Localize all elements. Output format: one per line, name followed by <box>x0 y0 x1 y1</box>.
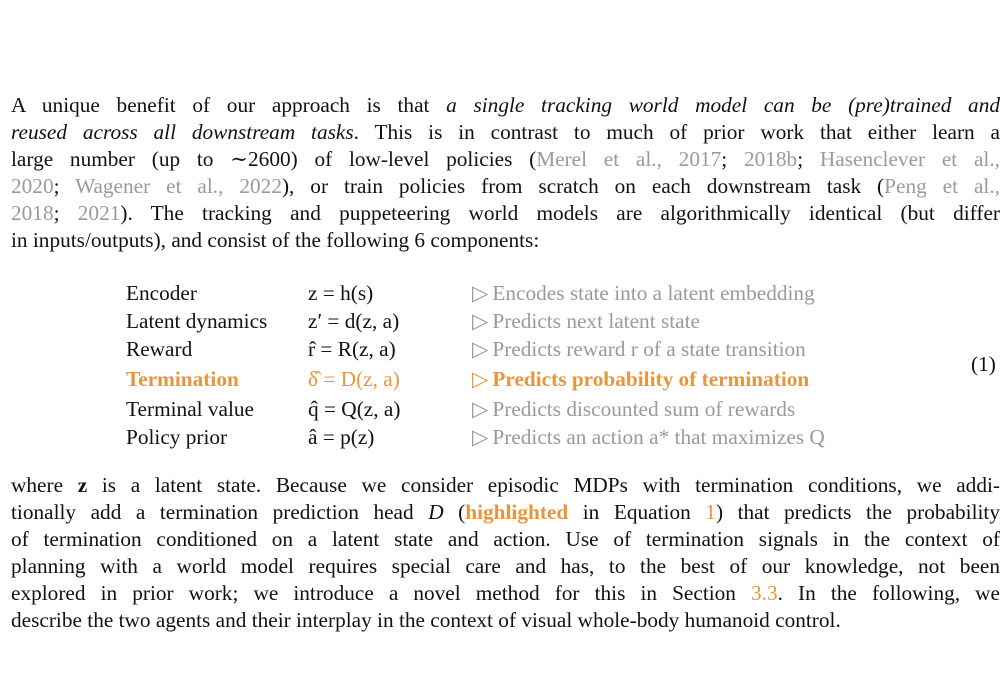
component-description <box>466 279 831 307</box>
text-line <box>11 173 1000 200</box>
text-run: ), or train policies from scratch on each downstream task ( <box>281 174 885 198</box>
paragraph-termination-explanation <box>11 472 1000 634</box>
component-description <box>466 363 831 395</box>
equation-row <box>121 423 831 451</box>
text-run: . This is in contrast to much of prior work that either learn a <box>353 120 1000 144</box>
text-line <box>11 580 1000 607</box>
text-run: ; <box>721 147 744 171</box>
emphasis-text: reused across all downstream tasks <box>11 120 354 144</box>
text-line <box>11 227 1000 254</box>
text-run: planning with a world model requires special care and has, to the best of our knowledge, not been <box>11 554 1000 578</box>
paragraph-components-intro <box>11 92 1000 254</box>
component-formula: r̂ = R(z, a) <box>308 337 396 361</box>
text-run: large number (up to ∼2600) of low-level policies ( <box>11 147 537 171</box>
cross-reference-link[interactable]: 3.3 <box>751 581 778 605</box>
text-run: where <box>11 473 78 497</box>
description-text: Predicts probability of termination <box>492 367 810 391</box>
text-line <box>11 146 1000 173</box>
math-symbol: D <box>428 500 444 524</box>
description-text: Predicts discounted sum of rewards <box>492 397 796 421</box>
text-run: . In the following, we <box>777 581 1000 605</box>
text-run: explored in prior work; we introduce a novel method for this in Section <box>11 581 752 605</box>
component-formula: q̂ = Q(z, a) <box>308 397 401 421</box>
text-run: ). The tracking and puppeteering world models are algorithmically identical (but differ <box>120 201 1000 225</box>
text-line <box>11 200 1000 227</box>
component-name: Policy prior <box>126 425 228 449</box>
component-name: Terminal value <box>126 397 255 421</box>
text-run: is a latent state. Because we consider episodic MDPs with termination conditions, we addi- <box>87 473 1000 497</box>
component-formula: z′ = d(z, a) <box>308 309 400 333</box>
text-run: A unique benefit of our approach is that <box>11 93 447 117</box>
component-formula: δ̂ = D(z, a) <box>308 367 400 391</box>
text-run: of termination conditioned on a latent state and action. Use of termination signals in the context of <box>11 527 1000 551</box>
cross-reference-link[interactable]: 1 <box>705 500 716 524</box>
text-run: ; <box>53 174 76 198</box>
text-run: tionally add a termination prediction head <box>11 500 429 524</box>
equation-row <box>121 335 831 363</box>
equation-row <box>121 279 831 307</box>
component-description <box>466 307 831 335</box>
comment-triangle-icon: ▷ <box>472 281 489 305</box>
text-run: in inputs/outputs), and consist of the following 6 components: <box>11 228 540 252</box>
equation-row <box>121 307 831 335</box>
equation-components-table <box>121 279 831 451</box>
text-run: describe the two agents and their interplay in the context of visual whole-body humanoid control. <box>11 608 841 632</box>
citation-link[interactable]: 2021 <box>77 201 121 225</box>
component-name: Reward <box>126 337 193 361</box>
text-line <box>11 499 1000 526</box>
component-description <box>466 423 831 451</box>
text-line <box>11 119 1000 146</box>
citation-link[interactable]: Merel et al., 2017 <box>536 147 722 171</box>
text-run: ( <box>443 500 466 524</box>
component-formula: â = p(z) <box>308 425 375 449</box>
text-line <box>11 92 1000 119</box>
highlighted-word: highlighted <box>465 500 569 524</box>
component-formula: z = h(s) <box>308 281 374 305</box>
comment-triangle-icon: ▷ <box>472 425 489 449</box>
comment-triangle-icon: ▷ <box>472 337 489 361</box>
description-text: Predicts reward r of a state transition <box>492 337 806 361</box>
component-name: Encoder <box>126 281 197 305</box>
description-text: Predicts next latent state <box>492 309 700 333</box>
equation-row <box>121 395 831 423</box>
text-run: in Equation <box>568 500 706 524</box>
description-text: Encodes state into a latent embedding <box>492 281 815 305</box>
equation-row <box>121 363 831 395</box>
description-text: Predicts an action a* that maximizes Q <box>492 425 825 449</box>
comment-triangle-icon: ▷ <box>472 397 489 421</box>
text-run: ) that predicts the probability <box>715 500 1000 524</box>
comment-triangle-icon: ▷ <box>472 309 489 333</box>
text-run: ; <box>797 147 820 171</box>
citation-link[interactable]: 2020 <box>11 174 54 198</box>
emphasis-text: a single tracking world model can be (pre)trained and <box>446 93 1001 117</box>
equation-number: (1) <box>971 352 996 376</box>
citation-link[interactable]: Peng et al., <box>884 174 1000 198</box>
text-line <box>11 553 1000 580</box>
component-name: Termination <box>126 367 239 391</box>
text-run: ; <box>53 201 78 225</box>
text-line <box>11 472 1000 499</box>
component-name: Latent dynamics <box>126 309 268 333</box>
component-description <box>466 335 831 363</box>
citation-link[interactable]: 2018b <box>743 147 798 171</box>
citation-link[interactable]: 2018 <box>11 201 54 225</box>
text-line <box>11 526 1000 553</box>
comment-triangle-icon: ▷ <box>472 367 489 391</box>
citation-link[interactable]: Wagener et al., 2022 <box>75 174 282 198</box>
math-symbol: z <box>77 473 88 497</box>
citation-link[interactable]: Hasenclever et al., <box>819 147 1000 171</box>
text-line <box>11 607 1000 634</box>
component-description <box>466 395 831 423</box>
